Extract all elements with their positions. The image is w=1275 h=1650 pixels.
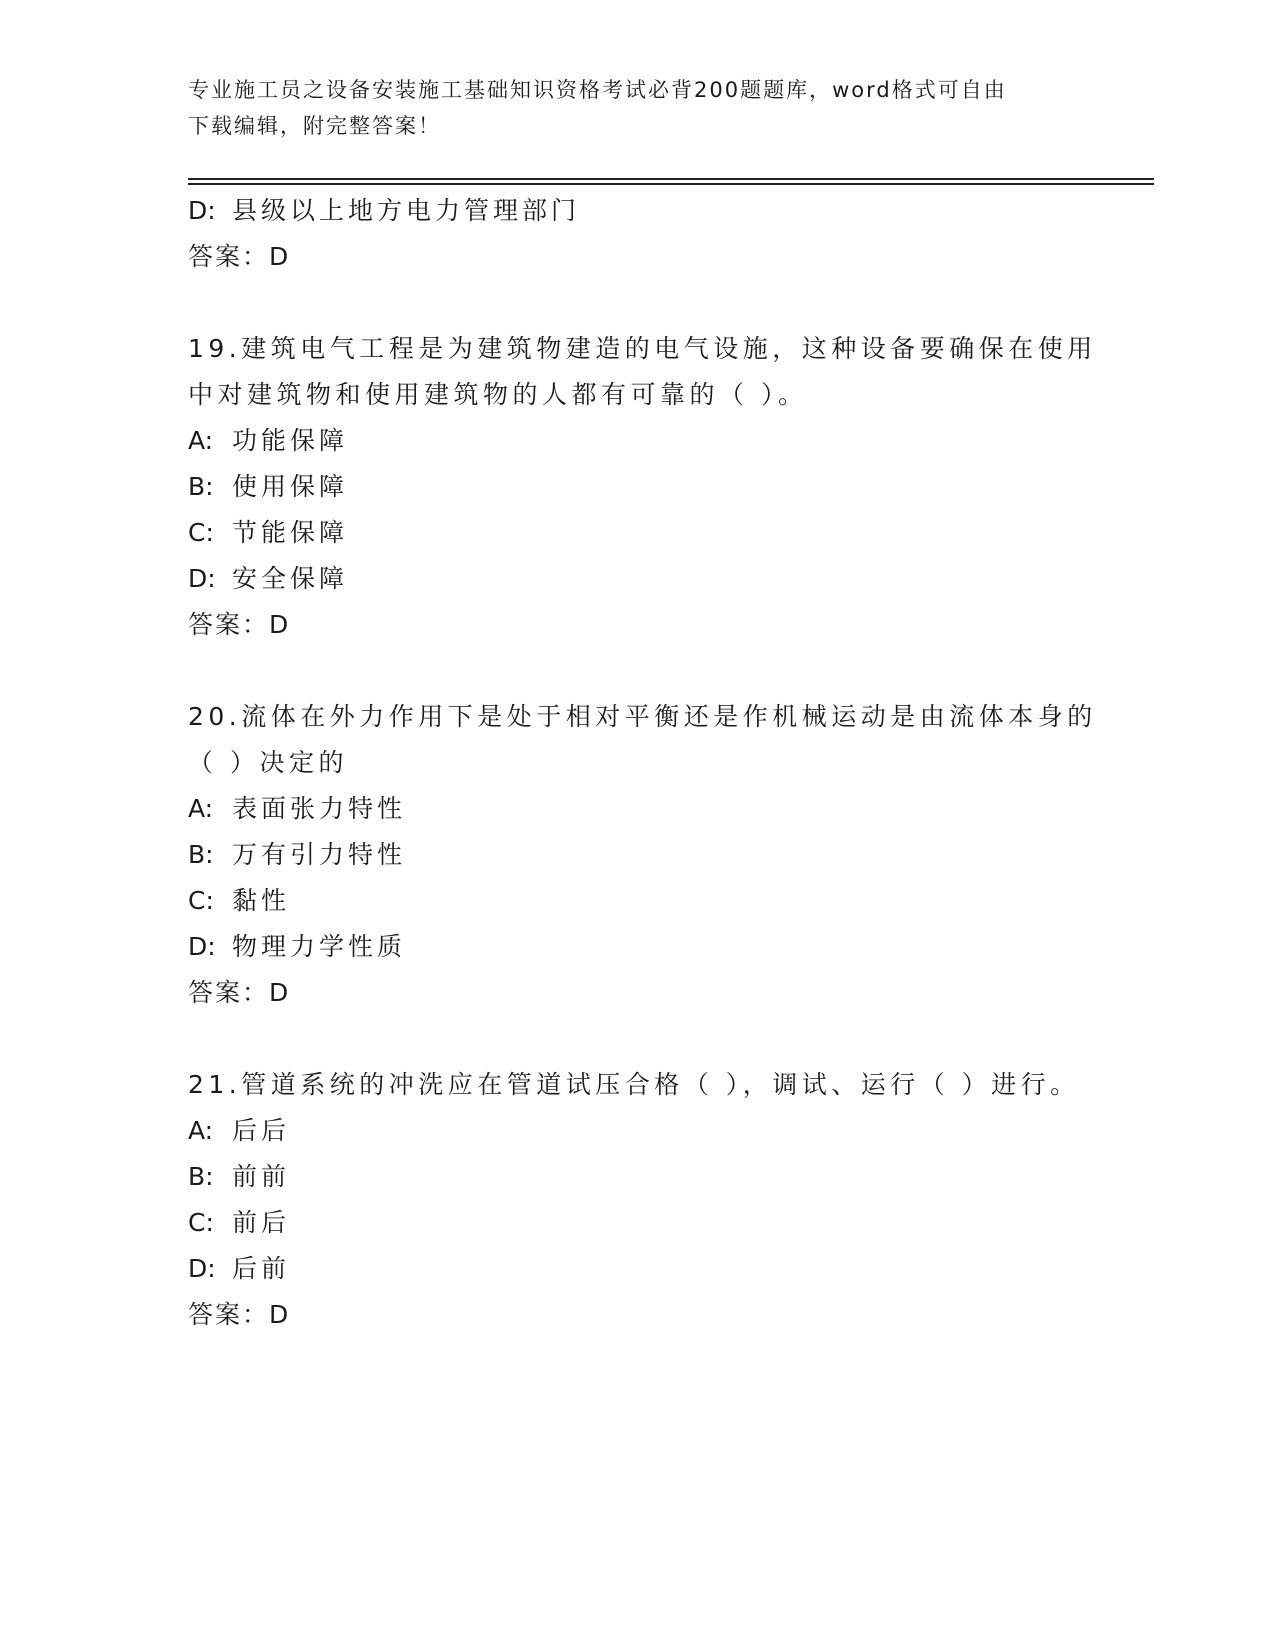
option-letter: D: [188,1254,216,1283]
option-letter: D: [188,564,216,593]
option-text: 后后 [232,1116,291,1145]
option-letter: B: [188,472,214,501]
stem-line: （ ）决定的 [188,748,348,777]
option-text: 功能保障 [232,426,349,455]
option-d [188,924,1088,970]
question-stem [188,326,1097,418]
question-stem [188,1062,1088,1108]
option-b [188,1154,1088,1200]
option-b [188,832,1088,878]
option-c [188,878,1088,924]
option-letter: B: [188,840,214,869]
option-text: 节能保障 [232,518,349,547]
stem-line: 19.建筑电气工程是为建筑物建造的电气设施，这种设备要确保在使用 [188,334,1097,363]
option-d [188,556,1088,602]
question-20 [188,694,1097,1016]
option-a [188,786,1088,832]
option-text: 前后 [232,1208,291,1237]
header-divider-top [188,178,1154,180]
question-21 [188,1062,1088,1338]
option-letter: C: [188,518,214,547]
answer-line: 答案：D [188,610,291,639]
option-b [188,464,1088,510]
option-a [188,418,1088,464]
answer-line: 答案：D [188,978,291,1007]
option-text: 黏性 [232,886,291,915]
option-text: 县级以上地方电力管理部门 [232,196,581,225]
header-line-1: 专业施工员之设备安装施工基础知识资格考试必背200题题库，word格式可自由 [188,78,1007,102]
option-letter: C: [188,886,214,915]
option-a [188,1108,1088,1154]
stem-line: 中对建筑物和使用建筑物的人都有可靠的（ ）。 [188,380,808,409]
option-text: 物理力学性质 [232,932,407,961]
option-c [188,510,1088,556]
option-letter: A: [188,426,214,455]
header-divider-bottom [188,183,1154,185]
option-letter: B: [188,1162,214,1191]
option-c [188,1200,1088,1246]
document-body [188,188,1097,1338]
document-header [188,72,1088,144]
option-letter: D: [188,932,216,961]
option-d [188,1246,1088,1292]
option-d [188,188,1088,234]
answer-line: 答案：D [188,1300,291,1329]
option-text: 表面张力特性 [232,794,407,823]
option-letter: C: [188,1208,214,1237]
option-text: 万有引力特性 [232,840,407,869]
option-text: 安全保障 [232,564,349,593]
option-text: 使用保障 [232,472,349,501]
option-letter: A: [188,1116,214,1145]
question-19 [188,326,1097,648]
option-text: 后前 [232,1254,291,1283]
option-letter: A: [188,794,214,823]
answer-line: 答案：D [188,242,291,271]
question-stem [188,694,1097,786]
option-text: 前前 [232,1162,291,1191]
stem-line: 21.管道系统的冲洗应在管道试压合格（ ），调试、运行（ ）进行。 [188,1070,1080,1099]
header-line-2: 下载编辑，附完整答案！ [188,114,441,138]
option-letter: D: [188,196,216,225]
stem-line: 20.流体在外力作用下是处于相对平衡还是作机械运动是由流体本身的 [188,702,1097,731]
